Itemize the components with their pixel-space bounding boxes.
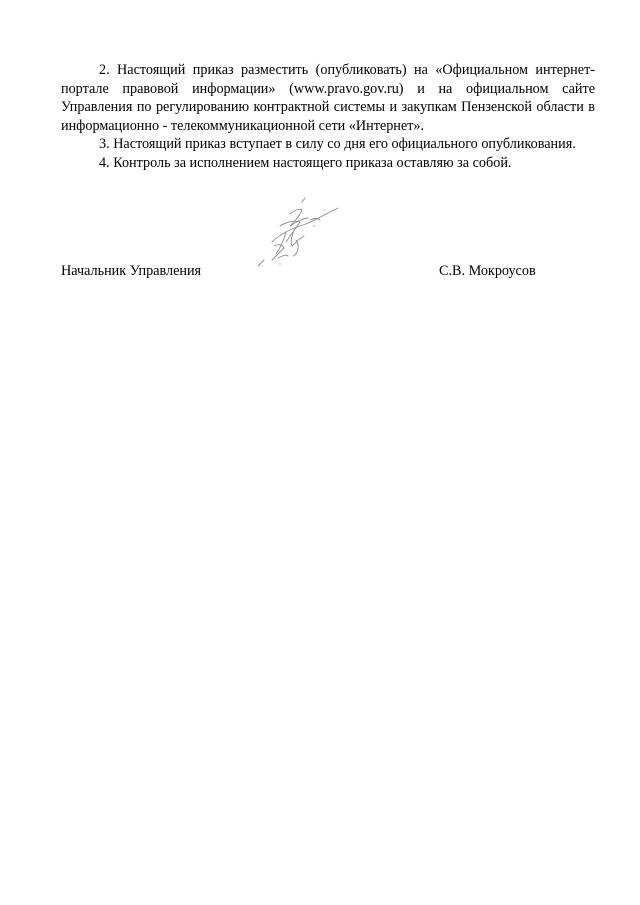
handwritten-signature — [250, 196, 345, 271]
signatory-position: Начальник Управления — [61, 263, 202, 279]
paragraph-item-3: 3. Настоящий приказ вступает в силу со дня его официального опубликования. — [99, 136, 576, 153]
paragraph-item-4: 4. Контроль за исполнением настоящего приказа оставляю за собой. — [99, 154, 512, 171]
paragraph-item-2: 2. Настоящий приказ разместить (опубликовать) на «Официальном интернет-портале правовой информации» (www.pravo.gov.ru) и на официальном сайте Управления по регулированию контрактной системы и закупкам Пензенской области в информационно - телекоммуникационной сети «Интернет». — [61, 62, 595, 134]
document-body — [61, 61, 595, 173]
signatory-name: С.В. Мокроусов — [439, 263, 536, 279]
